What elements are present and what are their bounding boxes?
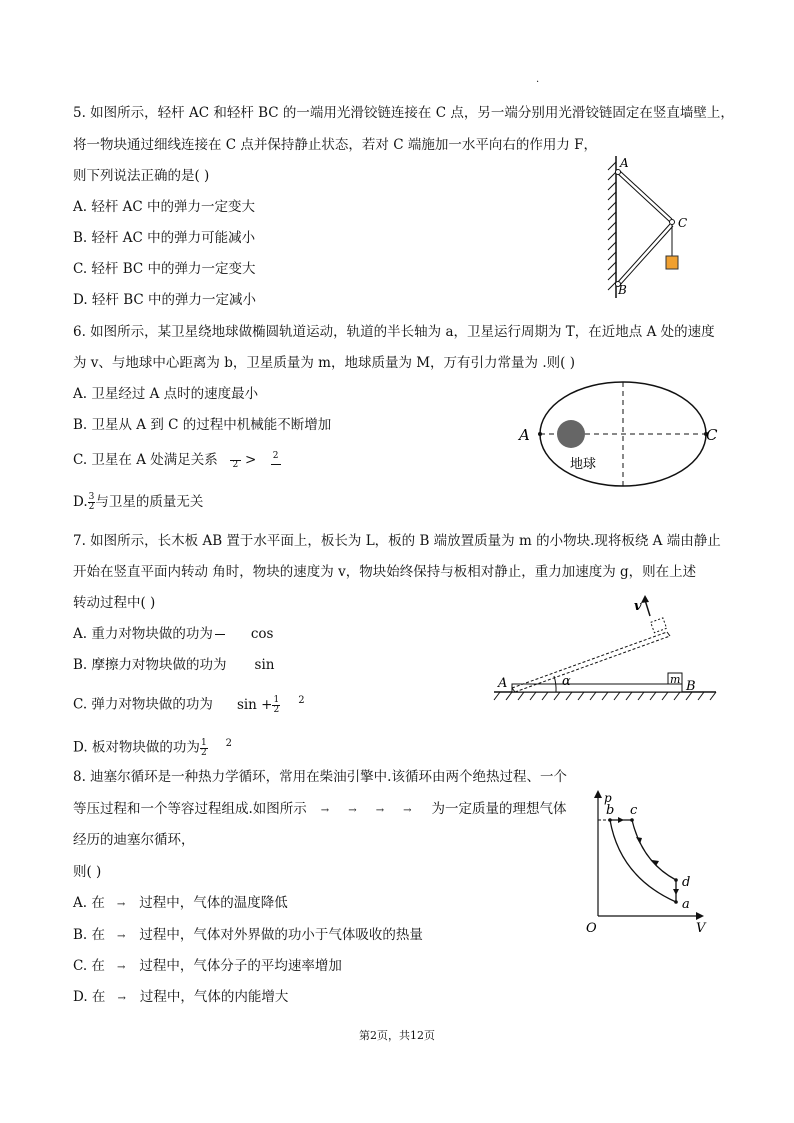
q7-board-figure [490,592,720,707]
q6-stem-line1: 6. 如图所示，某卫星绕地球做椭圆轨道运动，轨道的半长轴为 a，卫星运行周期为 T，在近地点 A 处的速度 [73,324,715,340]
q6-label-c: C [706,426,718,444]
q8-label-a: a [682,897,690,912]
q8-stem-line2: 等压过程和一个等容过程组成.如图所示 → → → → 为一定质量的理想气体 [73,801,567,817]
q6-option-d-fraction: $\frac{3}{2}$ [88,492,95,512]
q7-label-v: v [634,599,642,614]
q5-label-b: B [618,283,627,297]
q8-label-c: c [630,803,638,818]
q5-option-d: D. 轻杆 BC 中的弹力一定减小 [73,292,257,308]
q5-stem-line1: 5. 如图所示，轻杆 AC 和轻杆 BC 的一端用光滑铰链连接在 C 点，另一端分别用光滑铰链固定在竖直墙壁上， [73,105,734,121]
q6-option-a: A. 卫星经过 A 点时的速度最小 [73,386,259,402]
q7-label-m: m [670,673,681,686]
q8-label-d: d [682,875,691,890]
q7-stem-line3: 转动过程中( ) [73,595,156,611]
q8-label-v: V [696,921,706,936]
top-mark: . [536,74,540,85]
q6-option-c [73,450,281,470]
q6-option-c-text: C. 卫星在 A 处满足关系 [73,452,218,468]
q7-option-b: B. 摩擦力对物块做的功为 sin [73,657,275,673]
q5-label-c: C [678,216,688,230]
q5-option-b: B. 轻杆 AC 中的弹力可能减小 [73,230,256,246]
q8-option-d: D. 在 → 过程中，气体的内能增大 [73,989,289,1005]
q8-pv-diagram [580,782,710,936]
q6-option-b: B. 卫星从 A 到 C 的过程中机械能不断增加 [73,417,332,433]
q6-stem-line2: 为 v、与地球中心距离为 b，卫星质量为 m，地球质量为 M，万有引力常量为 .则( ) [73,355,575,371]
hanging-block [666,256,678,269]
q7-option-d: D. 板对物块做的功为 $\frac{1}{2}$ $^2$ [73,737,233,758]
q7-stem-line2: 开始在竖直平面内转动 角时，物块的速度为 v，物块始终保持与板相对静止，重力加速度为 g，则在上述 [73,564,697,580]
q6-orbit-figure [512,372,722,494]
q6-earth-label: 地球 [570,457,597,472]
q8-option-c: C. 在 → 过程中，气体分子的平均速率增加 [73,958,342,974]
q7-stem-line1: 7. 如图所示，长木板 AB 置于水平面上，板长为 L，板的 B 端放置质量为 m 的小物块.现将板绕 A 端由静止 [73,533,721,549]
q7-label-a: A [498,676,508,691]
q6-option-c-fraction: 2 [230,451,241,470]
q7-label-alpha: α [562,674,571,689]
q5-figure [596,152,706,302]
block-rotated [651,618,667,633]
q8-label-b: b [606,803,615,818]
q8-label-o: O [586,921,597,936]
q5-stem-line3: 则下列说法正确的是( ) [73,168,210,184]
q8-stem-line1: 8. 迪塞尔循环是一种热力学循环，常用在柴油引擎中.该循环由两个绝热过程、一个 [73,769,567,785]
q6-option-c-rhs: 2 [271,452,281,470]
q6-option-c-gt: > [244,452,257,468]
q6-option-d: D. $\frac{3}{2}$ 与卫星的质量无关 [73,492,204,512]
q8-option-a: A. 在 → 过程中，气体的温度降低 [73,895,288,911]
earth [557,420,585,448]
q5-stem-line2: 将一物块通过细线连接在 C 点并保持静止状态，若对 C 端施加一水平向右的作用力 F， [73,137,597,153]
q7-option-c: C. 弹力对物块做的功为 sin + $\frac{1}{2}$ $^2$ [73,694,305,715]
q7-option-a: A. 重力对物块做的功为 cos [73,626,274,642]
q8-stem-line4: 则( ) [73,864,102,880]
q7-label-b: B [686,679,696,694]
q8-option-b: B. 在 → 过程中，气体对外界做的功小于气体吸收的热量 [73,927,423,943]
q5-option-a: A. 轻杆 AC 中的弹力一定变大 [73,199,255,215]
q5-label-a: A [620,156,629,170]
q6-label-a: A [519,426,530,444]
q5-option-c: C. 轻杆 BC 中的弹力一定变大 [73,261,256,277]
q8-stem-line3: 经历的迪塞尔循环， [73,832,195,848]
page-footer: 第2页，共12页 [359,1029,435,1042]
q8-label-p: p [604,791,612,805]
